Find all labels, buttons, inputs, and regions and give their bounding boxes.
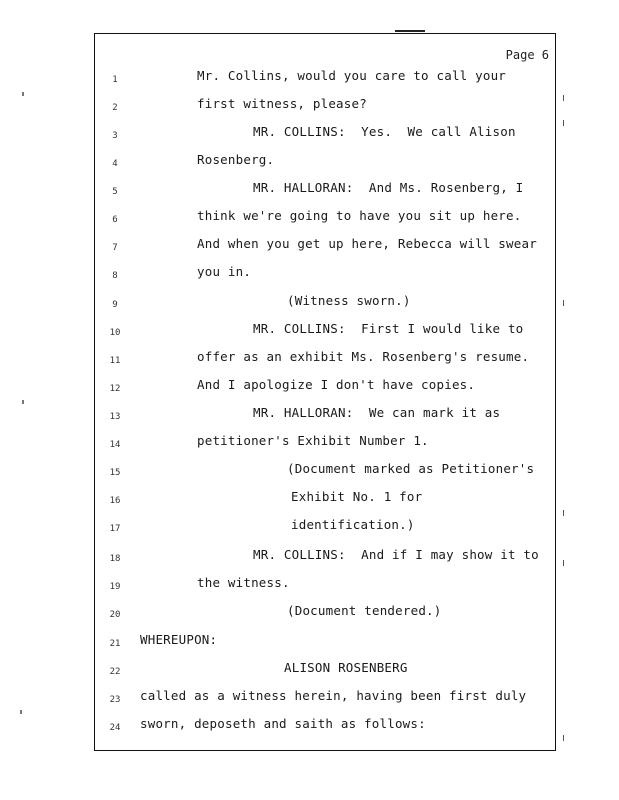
- line-number: 24: [109, 723, 121, 733]
- line-number: 16: [109, 496, 121, 506]
- line-number: 22: [109, 667, 121, 677]
- scan-speck: [22, 400, 24, 404]
- line-number: 6: [112, 215, 118, 225]
- transcript-line: (Document marked as Petitioner's: [287, 461, 535, 476]
- margin-mark: [563, 560, 564, 566]
- scan-speck: [22, 92, 24, 96]
- transcript-line: MR. COLLINS: Yes. We call Alison: [253, 124, 516, 139]
- line-number: 18: [109, 554, 121, 564]
- transcript-line: identification.): [291, 517, 415, 532]
- margin-mark: [563, 95, 564, 101]
- line-number: 2: [112, 103, 118, 113]
- line-number: 20: [109, 610, 121, 620]
- transcript-line: (Document tendered.): [287, 603, 442, 618]
- line-number: 1: [112, 75, 118, 85]
- transcript-line: first witness, please?: [197, 96, 367, 111]
- line-number: 17: [109, 524, 121, 534]
- transcript-line: ALISON ROSENBERG: [284, 660, 408, 675]
- line-number: 19: [109, 582, 121, 592]
- transcript-line: WHEREUPON:: [140, 632, 218, 647]
- transcript-line: offer as an exhibit Ms. Rosenberg's resume.: [197, 349, 530, 364]
- transcript-line: Mr. Collins, would you care to call your: [197, 68, 507, 83]
- transcript-line: think we're going to have you sit up here.: [197, 208, 522, 223]
- line-number: 11: [109, 356, 121, 366]
- transcript-line: MR. HALLORAN: And Ms. Rosenberg, I: [253, 180, 524, 195]
- line-number: 5: [112, 187, 118, 197]
- transcript-line: called as a witness herein, having been first duly: [140, 688, 527, 703]
- line-number: 23: [109, 695, 121, 705]
- transcript-line: MR. HALLORAN: We can mark it as: [253, 405, 501, 420]
- transcript-line: MR. COLLINS: First I would like to: [253, 321, 524, 336]
- transcript-line: the witness.: [197, 575, 290, 590]
- line-number: 12: [109, 384, 121, 394]
- margin-mark: [563, 735, 564, 741]
- line-number: 7: [112, 243, 118, 253]
- transcript-line: Rosenberg.: [197, 152, 275, 167]
- transcript-line: Exhibit No. 1 for: [291, 489, 423, 504]
- line-number: 9: [112, 300, 118, 310]
- line-number: 8: [112, 271, 118, 281]
- transcript-line: you in.: [197, 264, 252, 279]
- line-number: 13: [109, 412, 121, 422]
- page-number: Page 6: [505, 48, 549, 62]
- margin-mark: [563, 510, 564, 516]
- transcript-line: (Witness sworn.): [287, 293, 411, 308]
- transcript-line: And when you get up here, Rebecca will swear: [197, 236, 537, 251]
- scan-speck: [20, 710, 22, 714]
- line-number: 10: [109, 328, 121, 338]
- margin-mark: [563, 120, 564, 126]
- line-number: 3: [112, 131, 118, 141]
- top-edge-mark: [395, 30, 425, 32]
- transcript-line: And I apologize I don't have copies.: [197, 377, 476, 392]
- margin-mark: [563, 300, 564, 306]
- transcript-line: MR. COLLINS: And if I may show it to: [253, 547, 539, 562]
- transcript-line: petitioner's Exhibit Number 1.: [197, 433, 429, 448]
- transcript-line: sworn, deposeth and saith as follows:: [140, 716, 426, 731]
- line-number: 4: [112, 159, 118, 169]
- line-number: 14: [109, 440, 121, 450]
- line-number: 21: [109, 639, 121, 649]
- line-number: 15: [109, 468, 121, 478]
